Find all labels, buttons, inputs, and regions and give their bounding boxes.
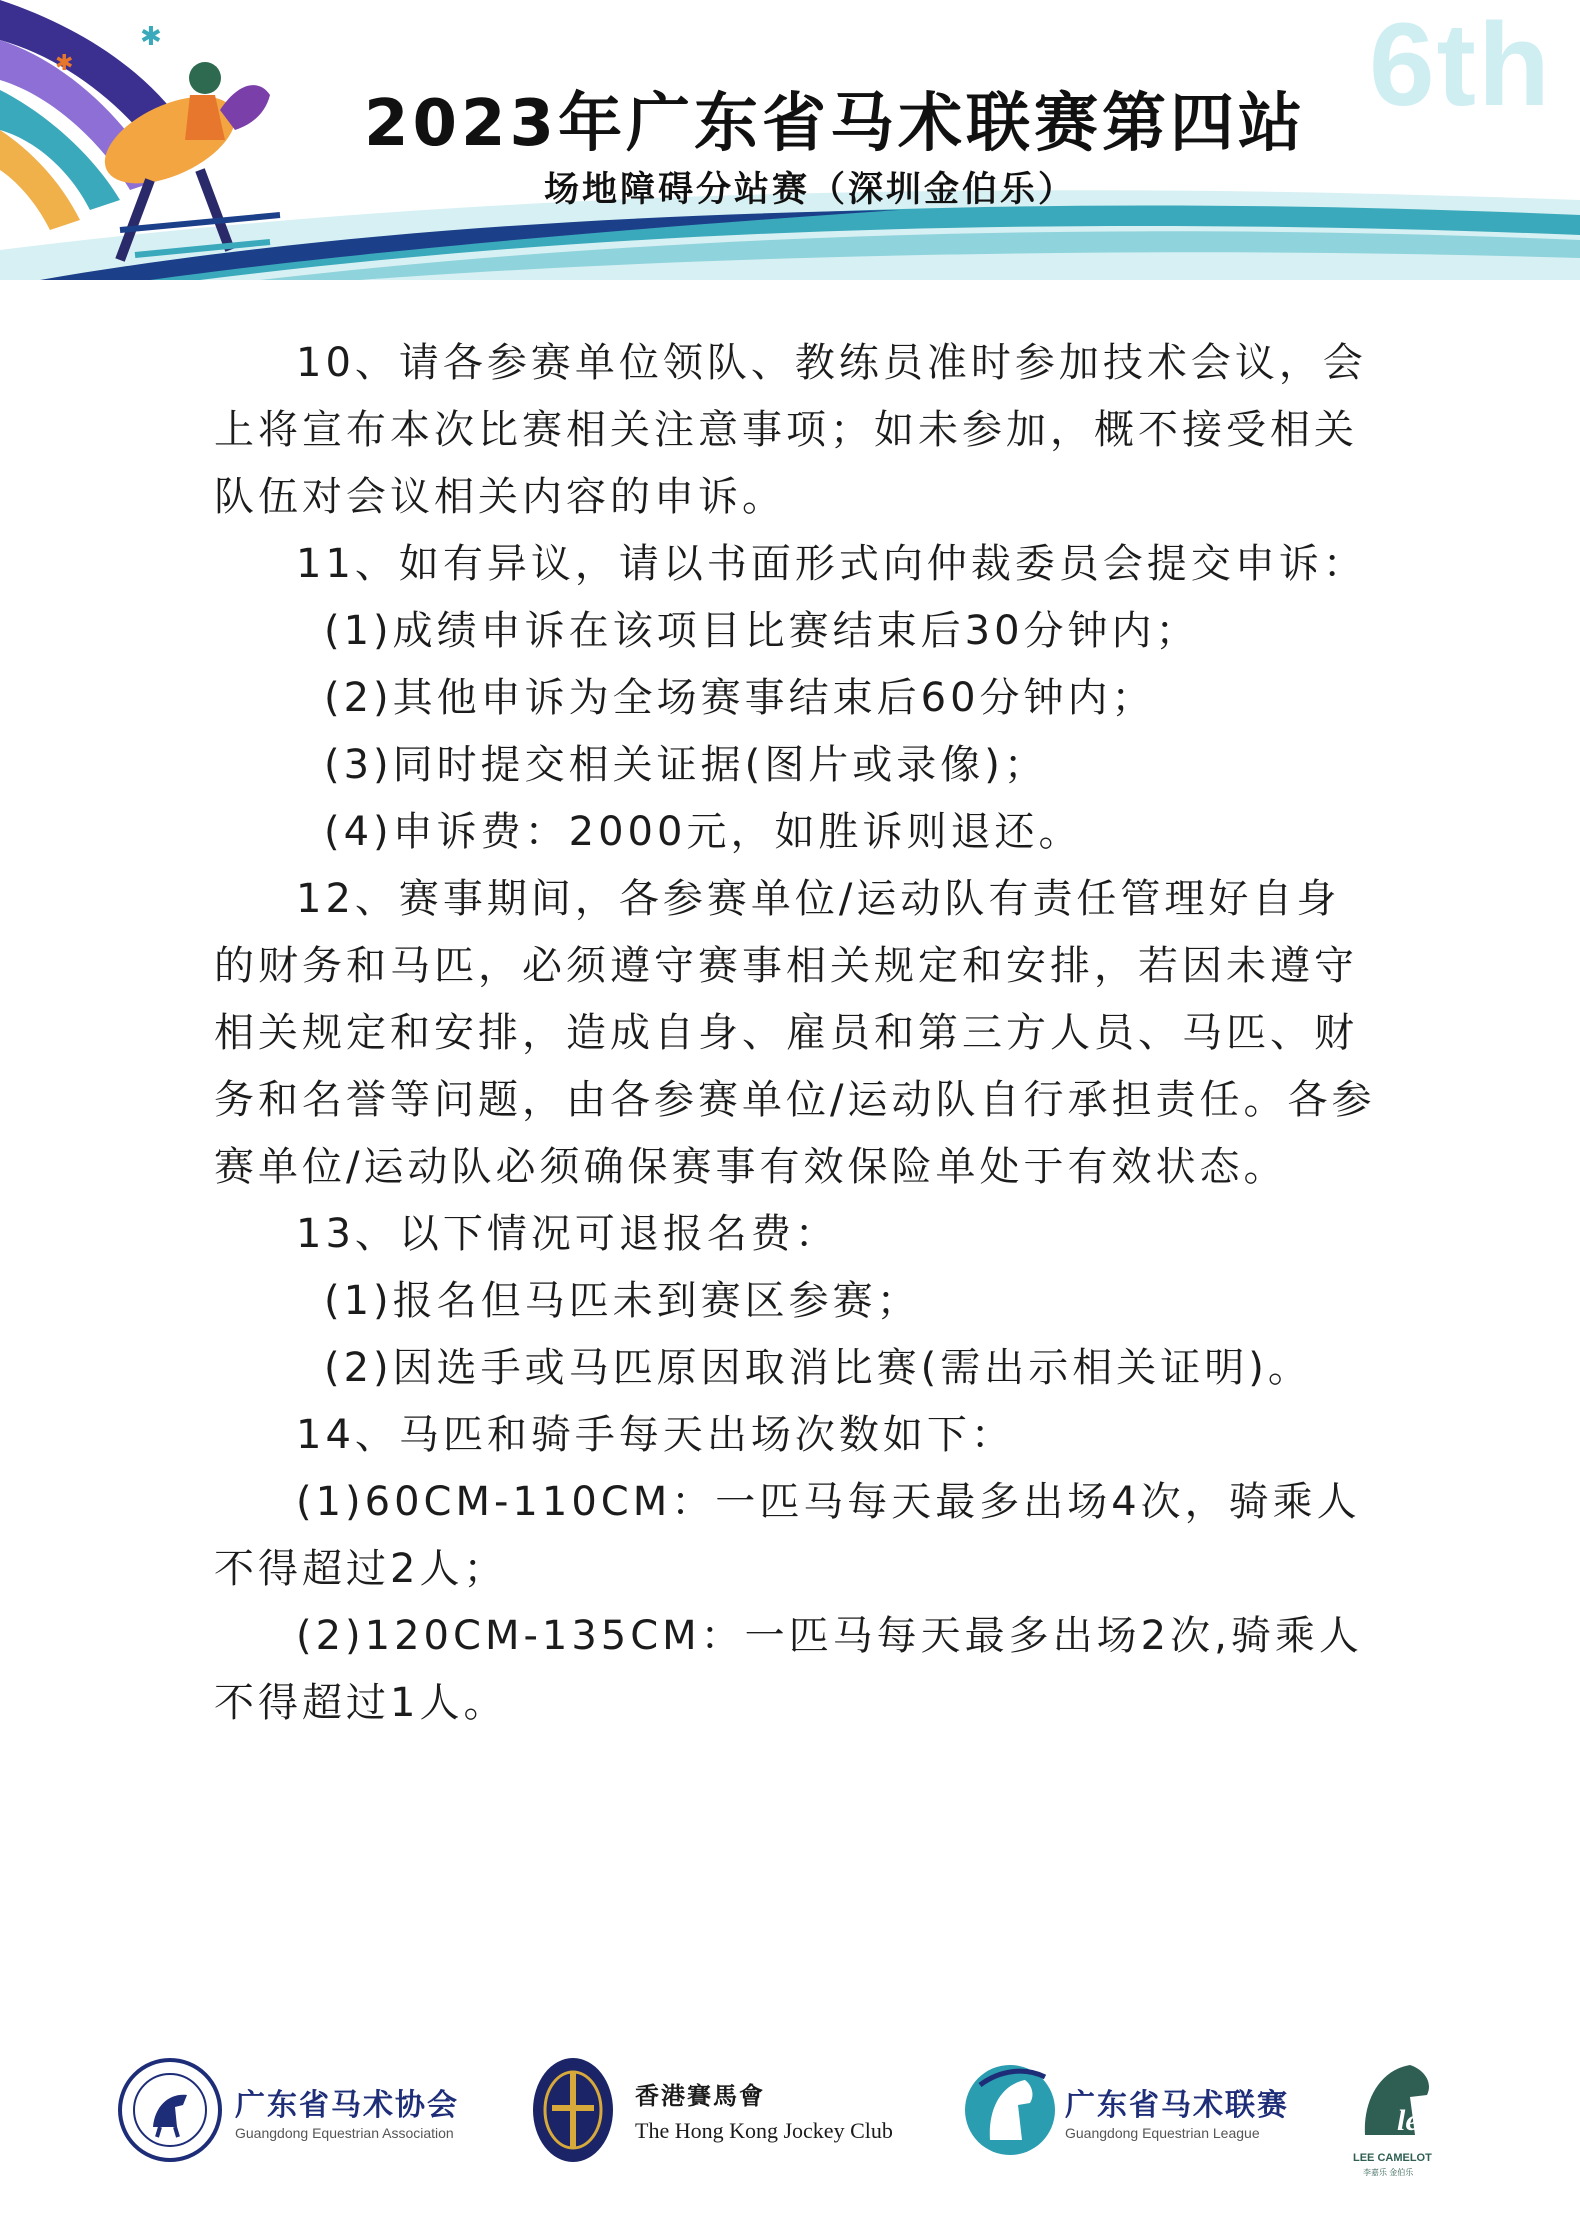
- logo-lee-camelot: [1345, 2040, 1455, 2180]
- header-banner: [0, 0, 1580, 280]
- league-name-cn: 广东省马术联赛: [1065, 2088, 1289, 2123]
- clause-14-item-2: (2)120CM-135CM：一匹马每天最多出场2次,骑乘人不得超过1人。: [214, 1613, 1363, 1726]
- page-subtitle: 场地障碍分站赛（深圳金伯乐）: [543, 170, 1076, 210]
- document-body: [214, 330, 1384, 1737]
- lee-camelot-name-cn: 李嘉乐 金伯乐: [1363, 2168, 1414, 2177]
- league-name-en: Guangdong Equestrian League: [1065, 2125, 1260, 2141]
- sponsor-logos: [0, 2040, 1580, 2190]
- clause-11-item-2: (2)其他申诉为全场赛事结束后60分钟内；: [324, 675, 1156, 721]
- league-horse-emblem-icon: [960, 2055, 1060, 2165]
- clause-13: 13、以下情况可退报名费：: [296, 1211, 839, 1257]
- clause-11-item-1: (1)成绩申诉在该项目比赛结束后30分钟内；: [324, 608, 1200, 654]
- clause-13-item-1: (1)报名但马匹未到赛区参赛；: [324, 1278, 921, 1324]
- edition-badge: 6th: [1369, 0, 1552, 131]
- logo-hong-kong-jockey-club: [530, 2040, 893, 2180]
- association-name-en: Guangdong Equestrian Association: [235, 2125, 454, 2141]
- lee-camelot-horse-icon: [1355, 2055, 1445, 2150]
- logo-guangdong-equestrian-association: [115, 2040, 475, 2180]
- svg-text:lee: lee: [1397, 2104, 1432, 2137]
- clause-11-item-3: (3)同时提交相关证据(图片或录像)；: [324, 742, 1048, 788]
- clause-11: 11、如有异议，请以书面形式向仲裁委员会提交申诉：: [296, 541, 1367, 587]
- clause-12: 12、赛事期间，各参赛单位/运动队有责任管理好自身的财务和马匹，必须遵守赛事相关规定和安排，若因未遵守相关规定和安排，造成自身、雇员和第三方人员、马匹、财务和名誉等问题，由各参赛单位/运动队自行承担责任。各参赛单位/运动队必须确保赛事有效保险单处于有效状态。: [214, 876, 1376, 1190]
- jockey-club-name-en: The Hong Kong Jockey Club: [635, 2118, 893, 2143]
- logo-guangdong-equestrian-league: [960, 2040, 1290, 2180]
- lee-camelot-name-en: LEE CAMELOT: [1353, 2152, 1432, 2164]
- association-name-cn: 广东省马术协会: [235, 2088, 459, 2123]
- jockey-club-crest-icon: [530, 2055, 616, 2165]
- association-seal-icon: [115, 2055, 225, 2165]
- svg-text:✱: ✱: [140, 22, 162, 52]
- clause-14-item-1: (1)60CM-110CM：一匹马每天最多出场4次，骑乘人不得超过2人；: [214, 1479, 1361, 1592]
- jockey-club-name-cn: 香港賽馬會: [635, 2082, 765, 2110]
- clause-14: 14、马匹和骑手每天出场次数如下：: [296, 1412, 1015, 1458]
- page-title: 2023年广东省马术联赛第四站: [363, 87, 1307, 161]
- svg-text:✱: ✱: [55, 51, 74, 76]
- clause-10: 10、请各参赛单位领队、教练员准时参加技术会议，会上将宣布本次比赛相关注意事项；如未参加，概不接受相关队伍对会议相关内容的申诉。: [214, 340, 1367, 520]
- clause-11-item-4: (4)申诉费：2000元，如胜诉则退还。: [324, 809, 1083, 855]
- clause-13-item-2: (2)因选手或马匹原因取消比赛(需出示相关证明)。: [324, 1345, 1312, 1391]
